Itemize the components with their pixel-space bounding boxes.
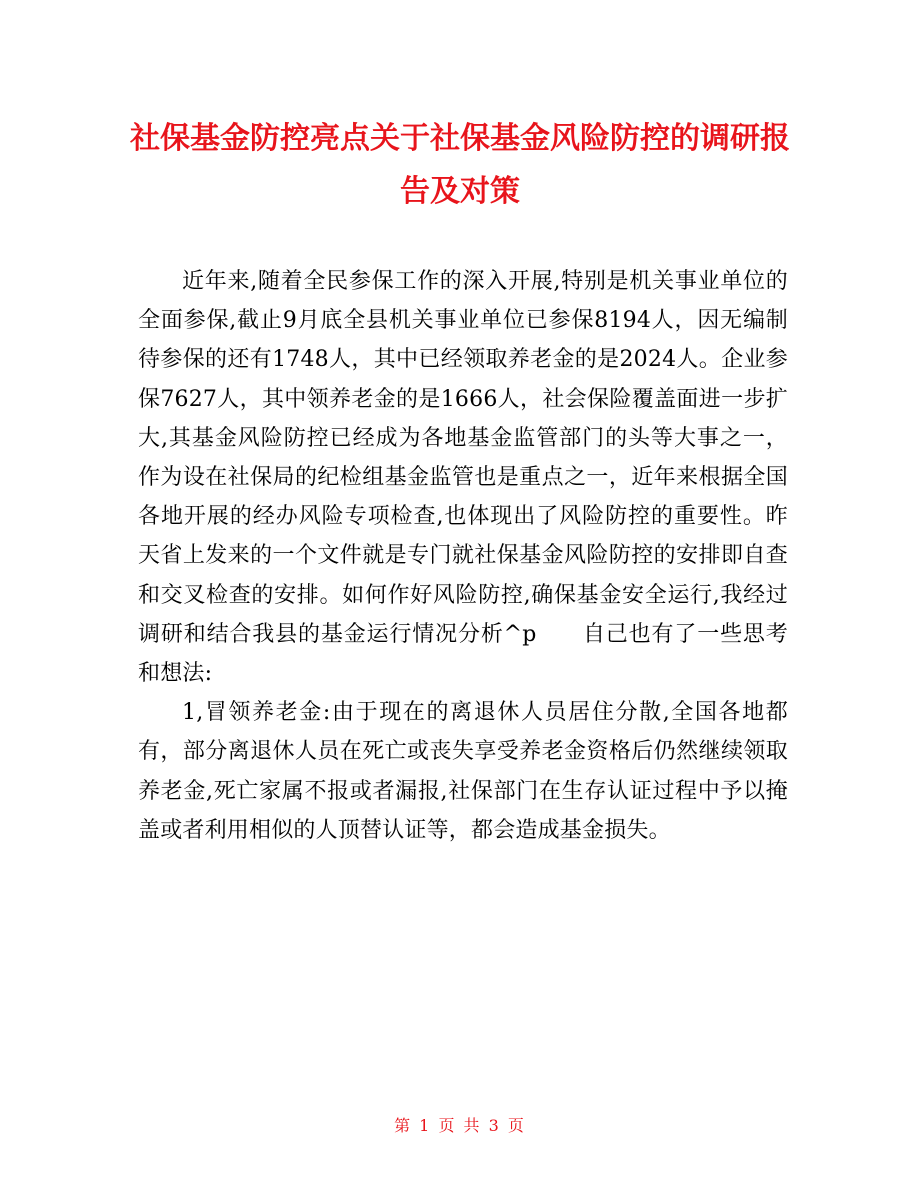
- paragraph-point-1: 1,冒领养老金:由于现在的离退休人员居住分散,全国各地都有，部分离退休人员在死亡或丧失享受养老金资格后仍然继续领取养老金,死亡家属不报或者漏报,社保部门在生存认证过程中予以掩盖或者利用相似的人顶替认证等，都会造成基金损失。: [138, 700, 788, 843]
- paragraph-intro: 近年来,随着全民参保工作的深入开展,特别是机关事业单位的全面参保,截止9月底全县机关事业单位已参保8194人，因无编制待参保的还有1748人，其中已经领取养老金的是2024人。企业参保7627人，其中领养老金的是1666人，社会保险覆盖面进一步扩大,其基金风险防控已经成为各地基金监管部门的头等大事之一，作为设在社保局的纪检组基金监管也是重点之一，近年来根据全国各地开展的经办风险专项检查,也体现出了风险防控的重要性。昨天省上发来的一个文件就是专门就社保基金风险防控的安排即自查和交叉检查的安排。如何作好风险防控,确保基金安全运行,我经过调研和结合我县的基金运行情况分析^p 自己也有了一些思考和想法:: [138, 269, 788, 687]
- document-body: [138, 262, 788, 850]
- document-title: 社保基金防控亮点关于社保基金风险防控的调研报告及对策: [130, 121, 790, 209]
- page-number-footer: 第 1 页 共 3 页: [394, 1116, 526, 1135]
